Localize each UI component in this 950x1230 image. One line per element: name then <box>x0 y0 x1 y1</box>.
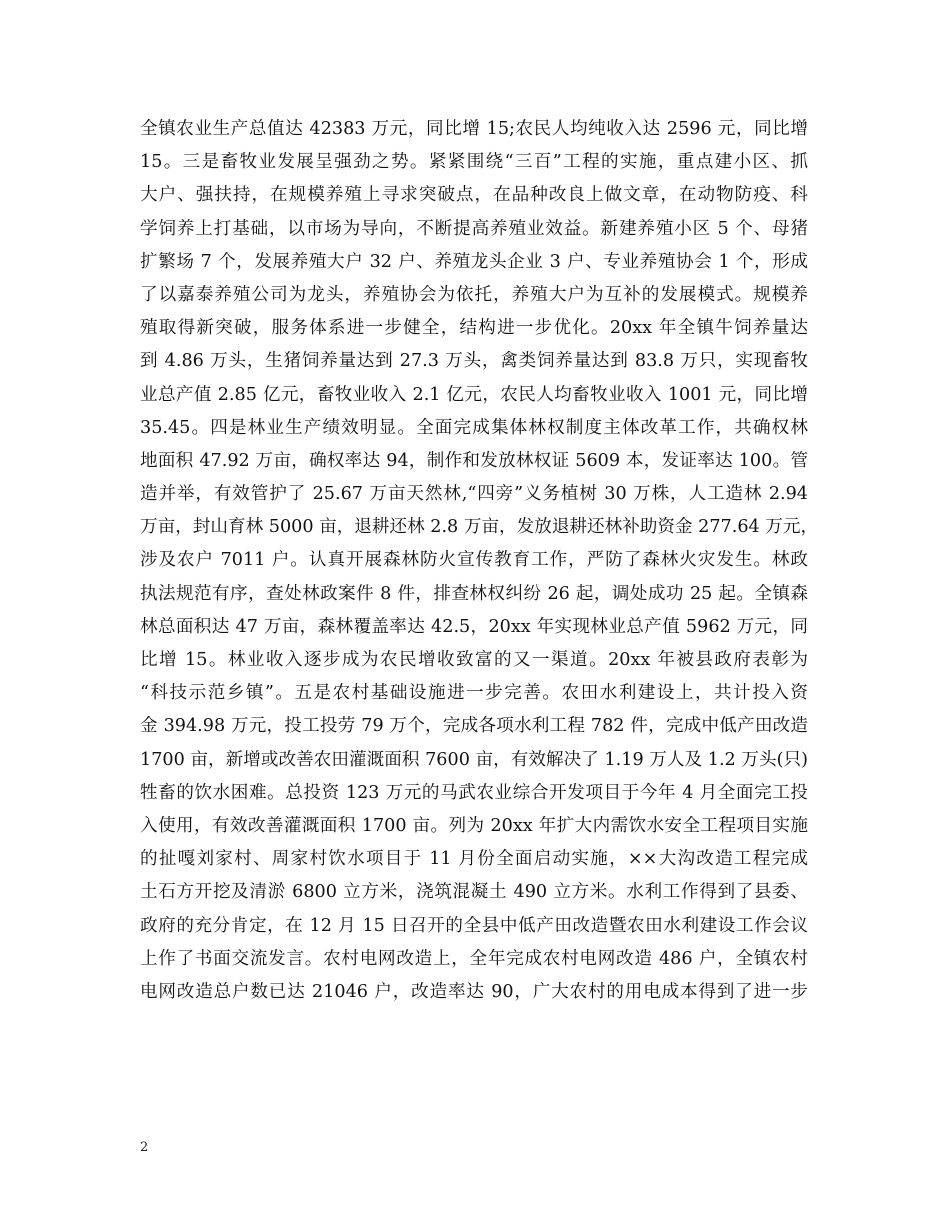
text-line: 上作了书面交流发言。农村电网改造上，全年完成农村电网改造 486 户，全镇农村 <box>140 948 808 969</box>
text-line: 殖取得新突破，服务体系进一步健全，结构进一步优化。20xx 年全镇牛饲养量达 <box>140 318 808 339</box>
text-line: 的扯嘎刘家村、周家村饮水项目于 11 月份全面启动实施，××大沟改造工程完成 <box>140 849 808 870</box>
text-line: 比增 15。林业收入逐步成为农民增收致富的又一渠道。20xx 年被县政府表彰为 <box>140 650 808 670</box>
text-line: 入使用，有效改善灌溉面积 1700 亩。列为 20xx 年扩大内需饮水安全工程项目实施 <box>140 815 808 836</box>
text-line: 政府的充分肯定，在 12 月 15 日召开的全县中低产田改造暨农田水利建设工作会议 <box>140 915 808 936</box>
text-line: 万亩，封山育林 5000 亩，退耕还林 2.8 万亩，发放退耕还林补助资金 277.64 万元， <box>140 517 819 538</box>
text-line: 到 4.86 万头，生猪饲养量达到 27.3 万头，禽类饲养量达到 83.8 万只，实现畜牧 <box>140 351 808 372</box>
text-line: 地面积 47.92 万亩，确权率达 94，制作和发放林权证 5609 本，发证率达 100。管 <box>140 450 808 471</box>
text-line: 执法规范有序，查处林政案件 8 件，排查林权纠纷 26 起，调处成功 25 起。全镇森 <box>140 583 808 604</box>
text-line: “科技示范乡镇”。五是农村基础设施进一步完善。农田水利建设上，共计投入资 <box>140 683 808 704</box>
text-line: 1700 亩，新增或改善农田灌溉面积 7600 亩，有效解决了 1.19 万人及 1.2 万头(只) <box>140 749 808 770</box>
text-line: 土石方开挖及清淤 6800 立方米，浇筑混凝土 490 立方米。水利工作得到了县委、 <box>140 882 808 903</box>
text-line: 35.45。四是林业生产绩效明显。全面完成集体林权制度主体改革工作，共确权林 <box>140 417 808 438</box>
text-line: 学饲养上打基础，以市场为导向，不断提高养殖业效益。新建养殖小区 5 个、母猪 <box>140 218 808 239</box>
text-line: 大户、强扶持，在规模养殖上寻求突破点，在品种改良上做文章，在动物防疫、科 <box>140 185 808 206</box>
text-line: 电网改造总户数已达 21046 户，改造率达 90，广大农村的用电成本得到了进一步 <box>140 981 808 1002</box>
text-line: 全镇农业生产总值达 42383 万元，同比增 15;农民人均纯收入达 2596 元，同比增 <box>140 119 808 139</box>
body-text <box>140 113 819 1009</box>
page-number: 2 <box>140 1140 149 1155</box>
text-line: 牲畜的饮水困难。总投资 123 万元的马武农业综合开发项目于今年 4 月全面完工投 <box>140 782 808 803</box>
text-line: 金 394.98 万元，投工投劳 79 万个，完成各项水利工程 782 件，完成中低产田改造 <box>140 716 808 737</box>
text-line: 15。三是畜牧业发展呈强劲之势。紧紧围绕“三百”工程的实施，重点建小区、抓 <box>140 152 808 173</box>
text-line: 造并举，有效管护了 25.67 万亩天然林,“四旁”义务植树 30 万株，人工造林 2.94 <box>140 484 808 505</box>
text-line: 扩繁场 7 个，发展养殖大户 32 户、养殖龙头企业 3 户、专业养殖协会 1 个，形成 <box>140 251 808 272</box>
text-line: 涉及农户 7011 户。认真开展森林防火宣传教育工作，严防了森林火灾发生。林政 <box>140 550 808 571</box>
text-line: 了以嘉泰养殖公司为龙头，养殖协会为依托，养殖大户为互补的发展模式。规模养 <box>140 284 808 305</box>
text-line: 林总面积达 47 万亩，森林覆盖率达 42.5，20xx 年实现林业总产值 5962 万元，同 <box>140 616 808 637</box>
text-line: 业总产值 2.85 亿元，畜牧业收入 2.1 亿元，农民人均畜牧业收入 1001 元，同比增 <box>140 384 808 405</box>
